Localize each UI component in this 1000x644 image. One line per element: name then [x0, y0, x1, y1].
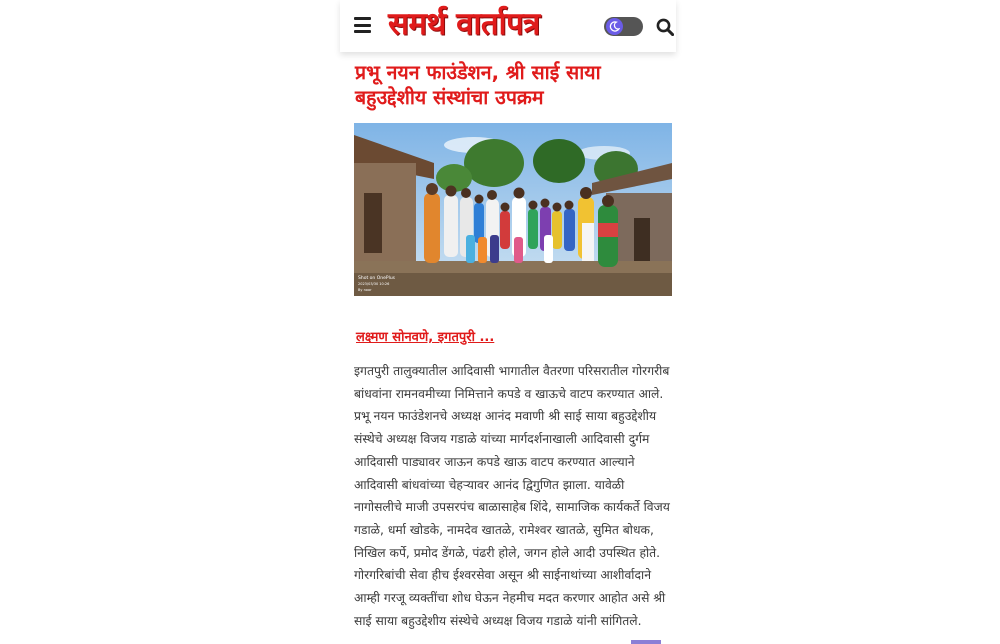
article-byline-link[interactable]: लक्ष्मण सोनवणे, इगतपुरी ... [356, 330, 495, 345]
page-column [340, 0, 676, 644]
article-body: इगतपुरी तालुक्यातील आदिवासी भागातील वैतरणा परिसरातील गोरगरीब बांधवांना रामनवमीच्या निमित्ताने कपडे व खाऊचे वाटप करण्यात आले. प्रभू नयन फाउंडेशनचे अध्यक्ष आनंद मवाणी श्री साई साया बहुउद्देशीय संस्थेचे अध्यक्ष विजय गडाळे यांच्या मार्गदर्शनाखाली आदिवासी दुर्गम आदिवासी पाड्यावर जाऊन कपडे खाऊ वाटप करण्यात आल्याने आदिवासी बांधवांच्या चेहऱ्यावर आनंद द्विगुणित झाला. यावेळी नागोसलीचे माजी उपसरपंच बाळासाहेब शिंदे, सामाजिक कार्यकर्ते विजय गडाळे, धर्मा खोडके, नामदेव खातळे, रामेश्वर खातळे, सुमित बोधक, निखिल कर्पे, प्रमोद डेंगळे, पंढरी होले, जगन होले आदी उपस्थित होते. गोरगरिबांची सेवा हीच ईश्वरसेवा असून श्री साईनाथांच्या आशीर्वादाने आम्ही गरजू व्यक्तींचा शोध घेऊन नेहमीच मदत करणार आहोत असे श्री साई साया बहुउद्देशीय संस्थेचे अध्यक्ष विजय गडाळे यांनी सांगितले. [354, 364, 670, 628]
search-icon[interactable] [656, 18, 674, 36]
photo-watermark-line-1: Shot on OnePlus [358, 276, 396, 281]
article-headline: प्रभू नयन फाउंडेशन, श्री साई साया बहुउद्देशीय संस्थांचा उपक्रम [355, 61, 601, 109]
hamburger-menu-icon[interactable] [354, 17, 371, 33]
photo-watermark-line-2: 2023/03/30 10:26 [358, 282, 390, 286]
moon-icon [606, 18, 623, 35]
site-logo[interactable]: समर्थ वार्तापत्र [388, 6, 540, 42]
photo-watermark-line-3: By noor [358, 288, 372, 292]
dark-mode-toggle[interactable] [604, 17, 643, 36]
article-photo [354, 123, 672, 296]
scroll-to-top-button[interactable] [631, 640, 661, 644]
top-header-bar [340, 0, 676, 52]
